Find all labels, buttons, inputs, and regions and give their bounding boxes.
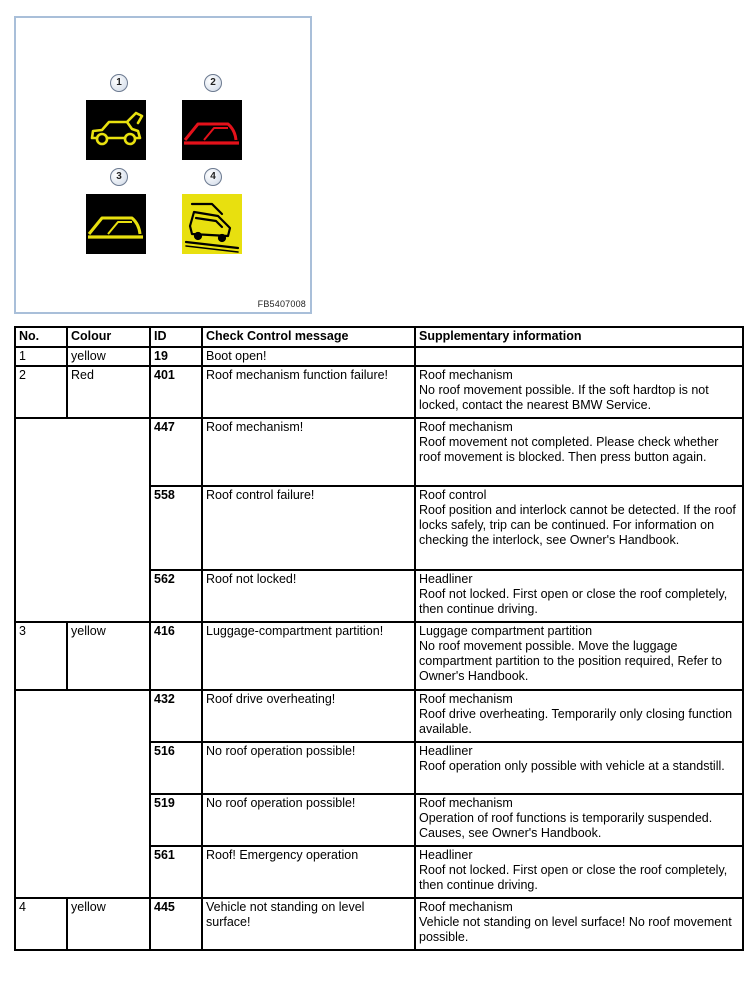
cell-id: 432 xyxy=(150,690,202,742)
info-title: Headliner xyxy=(419,572,473,586)
callout-number-1: 1 xyxy=(110,74,128,92)
info-text: Roof drive overheating. Temporarily only closing function available. xyxy=(419,707,733,736)
table-row xyxy=(15,690,743,742)
car-on-slope-icon xyxy=(182,194,242,254)
info-title: Roof mechanism xyxy=(419,692,513,706)
info-text: No roof movement possible. Move the luggage compartment partition to the position required, Refer to Owner's Handbook. xyxy=(419,639,722,683)
soft-top-roof-icon xyxy=(86,194,146,254)
cell-info xyxy=(415,486,743,570)
cell-message: Luggage-compartment partition! xyxy=(202,622,415,690)
cell-info xyxy=(415,794,743,846)
callout-number-2: 2 xyxy=(204,74,222,92)
info-text: Vehicle not standing on level surface! No roof movement possible. xyxy=(419,915,732,944)
cell-no: 1 xyxy=(15,347,67,366)
callout-number-4: 4 xyxy=(204,168,222,186)
cell-id: 561 xyxy=(150,846,202,898)
info-text: Roof movement not completed. Please check whether roof movement is blocked. Then press button again. xyxy=(419,435,719,464)
info-title: Roof control xyxy=(419,488,487,502)
info-title: Headliner xyxy=(419,744,473,758)
cell-no: 2 xyxy=(15,366,67,418)
header-message: Check Control message xyxy=(202,327,415,347)
table-row xyxy=(15,418,743,486)
info-text: No roof movement possible. If the soft hardtop is not locked, contact the nearest BMW Service. xyxy=(419,383,709,412)
cell-message: Roof drive overheating! xyxy=(202,690,415,742)
info-text: Roof position and interlock cannot be detected. If the roof locks safely, trip can be continued. For information on checking the interlock, see Owner's Handbook. xyxy=(419,503,736,547)
info-title: Roof mechanism xyxy=(419,368,513,382)
info-text: Roof not locked. First open or close the roof completely, then continue driving. xyxy=(419,863,728,892)
cell-colour: Red xyxy=(67,366,150,418)
warning-lights-figure xyxy=(14,16,312,314)
cell-id: 401 xyxy=(150,366,202,418)
cell-colour: yellow xyxy=(67,898,150,950)
cell-info xyxy=(415,570,743,622)
cell-info xyxy=(415,898,743,950)
cell-info xyxy=(415,622,743,690)
info-title: Roof mechanism xyxy=(419,796,513,810)
cell-message: Vehicle not standing on level surface! xyxy=(202,898,415,950)
cell-id: 519 xyxy=(150,794,202,846)
cell-info xyxy=(415,418,743,486)
cell-message: Roof mechanism function failure! xyxy=(202,366,415,418)
table-row xyxy=(15,347,743,366)
cell-blank xyxy=(15,418,150,622)
info-title: Roof mechanism xyxy=(419,900,513,914)
cell-id: 447 xyxy=(150,418,202,486)
cell-id: 558 xyxy=(150,486,202,570)
cell-message: Roof! Emergency operation xyxy=(202,846,415,898)
info-text: Roof not locked. First open or close the roof completely, then continue driving. xyxy=(419,587,728,616)
cell-id: 19 xyxy=(150,347,202,366)
cell-no: 3 xyxy=(15,622,67,690)
cell-colour: yellow xyxy=(67,347,150,366)
cell-id: 516 xyxy=(150,742,202,794)
header-colour: Colour xyxy=(67,327,150,347)
cell-message: No roof operation possible! xyxy=(202,742,415,794)
header-info: Supplementary information xyxy=(415,327,743,347)
cell-info xyxy=(415,366,743,418)
info-title: Luggage compartment partition xyxy=(419,624,593,638)
cell-message: Roof control failure! xyxy=(202,486,415,570)
cell-info xyxy=(415,742,743,794)
cell-info xyxy=(415,347,743,366)
table-row xyxy=(15,898,743,950)
figure-code: FB5407008 xyxy=(257,299,306,309)
cell-info xyxy=(415,690,743,742)
info-title: Roof mechanism xyxy=(419,420,513,434)
table-row xyxy=(15,366,743,418)
cell-id: 445 xyxy=(150,898,202,950)
callout-number-3: 3 xyxy=(110,168,128,186)
cell-no: 4 xyxy=(15,898,67,950)
cell-message: Boot open! xyxy=(202,347,415,366)
cell-message: No roof operation possible! xyxy=(202,794,415,846)
cell-info xyxy=(415,846,743,898)
check-control-table xyxy=(14,326,744,951)
info-text: Roof operation only possible with vehicle at a standstill. xyxy=(419,759,725,773)
cell-id: 562 xyxy=(150,570,202,622)
table-header-row xyxy=(15,327,743,347)
header-id: ID xyxy=(150,327,202,347)
cell-message: Roof not locked! xyxy=(202,570,415,622)
info-title: Headliner xyxy=(419,848,473,862)
table-row xyxy=(15,622,743,690)
soft-top-roof-icon xyxy=(182,100,242,160)
header-no: No. xyxy=(15,327,67,347)
info-text: Operation of roof functions is temporarily suspended. Causes, see Owner's Handbook. xyxy=(419,811,713,840)
cell-colour: yellow xyxy=(67,622,150,690)
cell-id: 416 xyxy=(150,622,202,690)
cell-blank xyxy=(15,690,150,898)
cell-message: Roof mechanism! xyxy=(202,418,415,486)
car-boot-open-icon xyxy=(86,100,146,160)
